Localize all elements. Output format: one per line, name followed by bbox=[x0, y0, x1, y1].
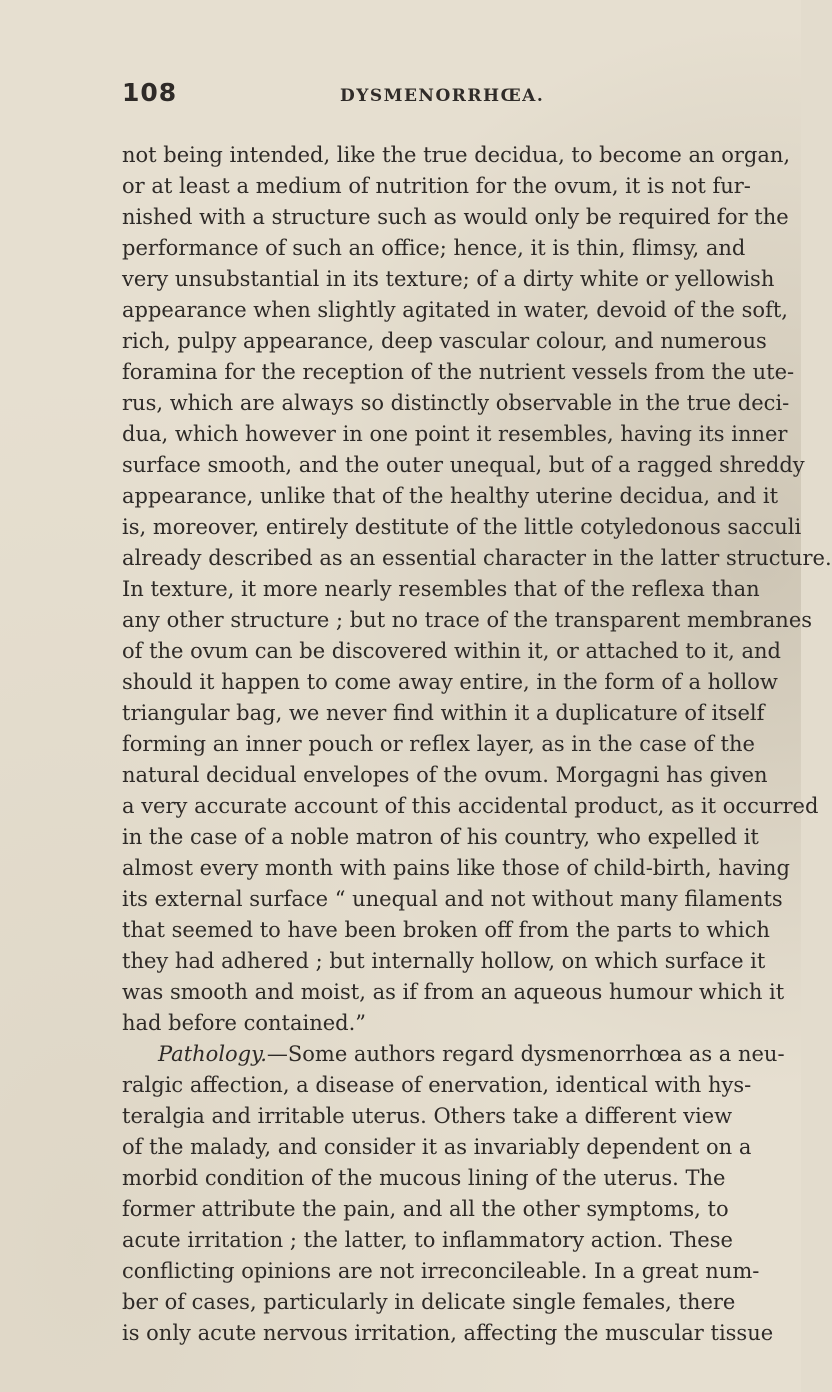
text-line: of the ovum can be discovered within it, or attached to it, and bbox=[122, 639, 781, 663]
text-line: appearance when slightly agitated in water, devoid of the soft, bbox=[122, 298, 788, 322]
section-heading-pathology: Pathology. bbox=[158, 1042, 267, 1066]
text-line: or at least a medium of nutrition for the ovum, it is not fur- bbox=[122, 174, 751, 198]
text-line: rich, pulpy appearance, deep vascular colour, and numerous bbox=[122, 329, 767, 353]
text-line: appearance, unlike that of the healthy uterine decidua, and it bbox=[122, 484, 779, 508]
pathology-first-line-text: —Some authors regard dysmenorrhœa as a neu- bbox=[266, 1042, 785, 1066]
text-line: natural decidual envelopes of the ovum. Morgagni has given bbox=[122, 763, 768, 787]
text-line: a very accurate account of this accidental product, as it occurred bbox=[122, 794, 819, 818]
text-line: morbid condition of the mucous lining of the uterus. The bbox=[122, 1166, 726, 1190]
pathology-first-line bbox=[122, 1039, 785, 1070]
text-line: not being intended, like the true decidua, to become an organ, bbox=[122, 143, 791, 167]
text-line: conflicting opinions are not irreconcileable. In a great num- bbox=[122, 1259, 760, 1283]
text-line: very unsubstantial in its texture; of a dirty white or yellowish bbox=[122, 267, 775, 291]
text-line: is, moreover, entirely destitute of the little cotyledonous sacculi bbox=[122, 515, 802, 539]
page-header bbox=[122, 78, 714, 114]
text-line: its external surface “ unequal and not without many filaments bbox=[122, 887, 783, 911]
text-line: former attribute the pain, and all the other symptoms, to bbox=[122, 1197, 729, 1221]
running-title: DYSMENORRHŒA. bbox=[340, 86, 545, 106]
text-line: performance of such an office; hence, it is thin, flimsy, and bbox=[122, 236, 746, 260]
text-line: rus, which are always so distinctly observable in the true deci- bbox=[122, 391, 790, 415]
text-line: is only acute nervous irritation, affecting the muscular tissue bbox=[122, 1321, 774, 1345]
text-line: was smooth and moist, as if from an aqueous humour which it bbox=[122, 980, 785, 1004]
text-line: in the case of a noble matron of his country, who expelled it bbox=[122, 825, 759, 849]
text-line: forming an inner pouch or reflex layer, as in the case of the bbox=[122, 732, 755, 756]
text-line: of the malady, and consider it as invariably dependent on a bbox=[122, 1135, 752, 1159]
paragraph-last-line: had before contained.” bbox=[122, 1011, 367, 1035]
text-line: surface smooth, and the outer unequal, but of a ragged shreddy bbox=[122, 453, 805, 477]
text-line: almost every month with pains like those of child-birth, having bbox=[122, 856, 790, 880]
text-line: they had adhered ; but internally hollow, on which surface it bbox=[122, 949, 766, 973]
text-line: should it happen to come away entire, in the form of a hollow bbox=[122, 670, 778, 694]
text-line: any other structure ; but no trace of the transparent membranes bbox=[122, 608, 813, 632]
text-line: already described as an essential character in the latter structure. bbox=[122, 546, 832, 570]
text-line: ber of cases, particularly in delicate single females, there bbox=[122, 1290, 736, 1314]
text-line: triangular bag, we never find within it a duplicature of itself bbox=[122, 701, 765, 725]
body-text bbox=[122, 140, 832, 1349]
page-number: 108 bbox=[122, 78, 178, 107]
text-line: foramina for the reception of the nutrient vessels from the ute- bbox=[122, 360, 795, 384]
text-line: ralgic affection, a disease of enervation, identical with hys- bbox=[122, 1073, 752, 1097]
text-line: dua, which however in one point it resembles, having its inner bbox=[122, 422, 788, 446]
text-line: that seemed to have been broken off from the parts to which bbox=[122, 918, 770, 942]
text-line: acute irritation ; the latter, to inflammatory action. These bbox=[122, 1228, 733, 1252]
text-line: teralgia and irritable uterus. Others take a different view bbox=[122, 1104, 733, 1128]
text-line: nished with a structure such as would only be required for the bbox=[122, 205, 789, 229]
text-line: In texture, it more nearly resembles that of the reflexa than bbox=[122, 577, 760, 601]
